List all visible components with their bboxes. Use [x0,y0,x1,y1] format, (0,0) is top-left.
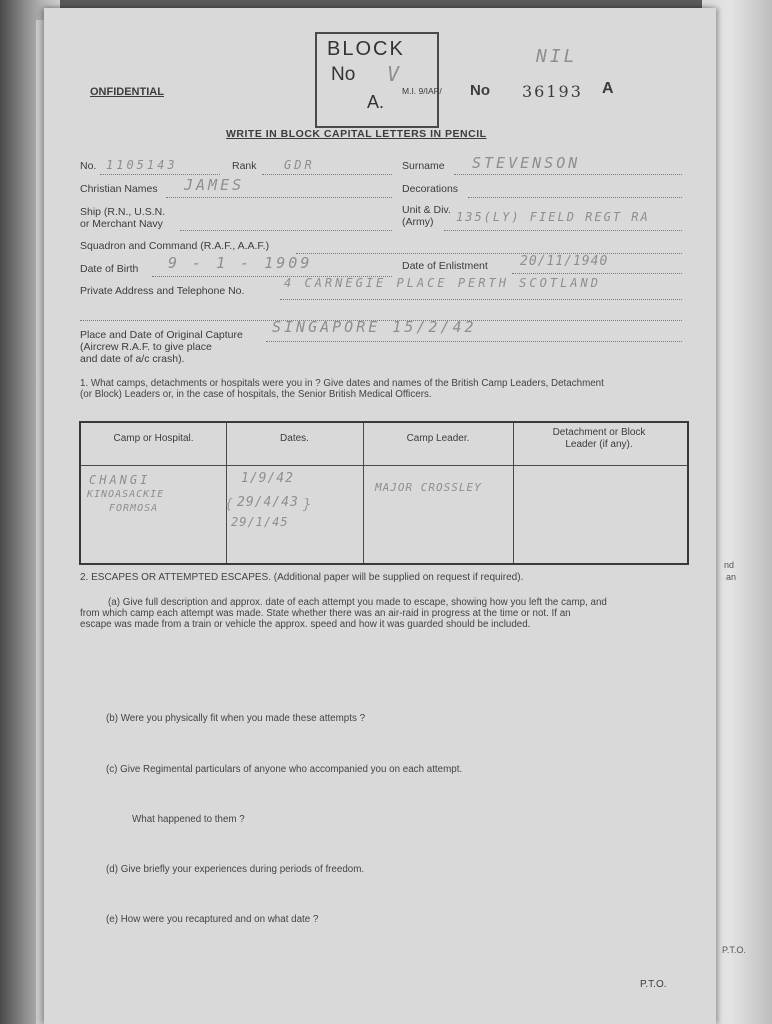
confidential-label: ONFIDENTIAL [90,86,164,98]
rank-value: GDR [284,158,315,172]
question2c: (c) Give Regimental particulars of anyone who accompanied you on each attempt. [106,764,463,775]
question2b: (b) Were you physically fit when you made these attempts ? [106,713,366,724]
christian-names-dots [166,197,392,198]
question1-line1: 1. What camps, detachments or hospitals were you in ? Give dates and names of the British Camp Leaders, Detachment [80,378,604,389]
instruction-heading: WRITE IN BLOCK CAPITAL LETTERS IN PENCIL [226,128,487,140]
address-value: 4 CARNEGIE PLACE PERTH SCOTLAND [284,276,601,290]
ship-label-line1: Ship (R.N., U.S.N. [80,206,166,218]
camp-3: FORMOSA [109,503,159,514]
th-leader: Camp Leader. [406,433,470,444]
surname-value: STEVENSON [472,154,581,172]
question2a-line1: (a) Give full description and approx. date of each attempt you made to escape, showing how you left the camp, and [108,597,607,608]
stamp-no-text: No [331,64,356,85]
decorations-label: Decorations [402,183,459,195]
christian-names-value: JAMES [184,176,245,194]
th-detachment: Detachment or Block [552,427,646,438]
th-camp: Camp or Hospital. [113,433,194,444]
th-detachment-2: Leader (if any). [565,439,633,450]
capture-label-line1: Place and Date of Original Capture [80,329,243,341]
decorations-dots [468,197,682,198]
dob-value: 9 - 1 - 1909 [168,254,313,272]
edge-pto: P.T.O. [722,945,746,955]
serial-number: 36193 [522,82,583,101]
date-1: 1/9/42 [241,471,294,486]
date-bracket-right: } [303,497,315,513]
number-label: No [470,82,490,99]
date-3: 29/1/45 [231,515,289,529]
table-col-divider-2 [363,423,364,563]
capture-dots [266,341,682,342]
camp-1: CHANGI [89,473,151,487]
question1-line2: (or Block) Leaders or, in the case of hospitals, the Senior British Medical Officers. [80,389,432,400]
th-dates: Dates. [280,433,309,444]
unit-label-line2: (Army) [402,216,434,228]
rank-label: Rank [232,160,257,172]
capture-label-line3: and date of a/c crash). [80,353,185,365]
date-2: 29/4/43 [237,495,299,510]
unit-dots [444,230,682,231]
rank-dots [262,174,392,175]
question2a-line3: escape was made from a train or vehicle the approx. speed and how it was guarded should be included. [80,619,531,630]
camp-leader-value: MAJOR CROSSLEY [375,481,482,494]
surname-dots [454,174,682,175]
nil-handwriting: NIL [536,46,578,67]
edge-text-1: nd [724,560,735,570]
surname-label: Surname [402,160,445,172]
serial-suffix: A [602,80,614,97]
capture-value: SINGAPORE 15/2/42 [272,318,477,336]
stamp-block-text: BLOCK [327,38,405,60]
pto-label: P.T.O. [640,979,667,990]
address-label: Private Address and Telephone No. [80,285,245,297]
date-bracket-left: { [225,497,236,512]
capture-label-line2: (Aircrew R.A.F. to give place [80,341,212,353]
ship-dots [180,230,392,231]
stamp-letter-text: A. [367,92,385,112]
no-label: No. [80,160,97,172]
table-header-divider [81,465,687,466]
squadron-dots [296,253,682,254]
edge-text-2: an [726,572,737,582]
block-stamp [315,32,439,128]
enlistment-value: 20/11/1940 [520,254,609,269]
no-value: 1105143 [106,158,178,172]
question2c-followup: What happened to them ? [132,814,245,825]
address-dots [280,299,682,300]
no-dots [100,174,220,175]
unit-value: 135(LY) FIELD REGT RA [456,210,650,224]
dob-label: Date of Birth [80,263,139,275]
ship-label-line2: or Merchant Navy [80,218,163,230]
question2-heading: 2. ESCAPES OR ATTEMPTED ESCAPES. (Additional paper will be supplied on request if required). [80,572,524,583]
camps-table [79,421,689,565]
enlistment-label: Date of Enlistment [402,260,488,272]
camp-2: KINOASACKIE [87,489,165,500]
question2a-line2: from which camp each attempt was made. State whether there was an air-raid in progress at the time or not. If an [80,608,571,619]
form-reference: M.I. 9/IAP/ [402,86,442,96]
question2e: (e) How were you recaptured and on what date ? [106,914,319,925]
form-sheet [44,8,716,1024]
unit-label-line1: Unit & Div. [402,204,451,216]
squadron-label: Squadron and Command (R.A.F., A.A.F.) [80,240,270,252]
question2d: (d) Give briefly your experiences during periods of freedom. [106,864,365,875]
christian-names-label: Christian Names [80,183,158,195]
table-col-divider-1 [226,423,227,563]
stamp-handwriting: V [387,62,403,86]
enlistment-dots [512,273,682,274]
